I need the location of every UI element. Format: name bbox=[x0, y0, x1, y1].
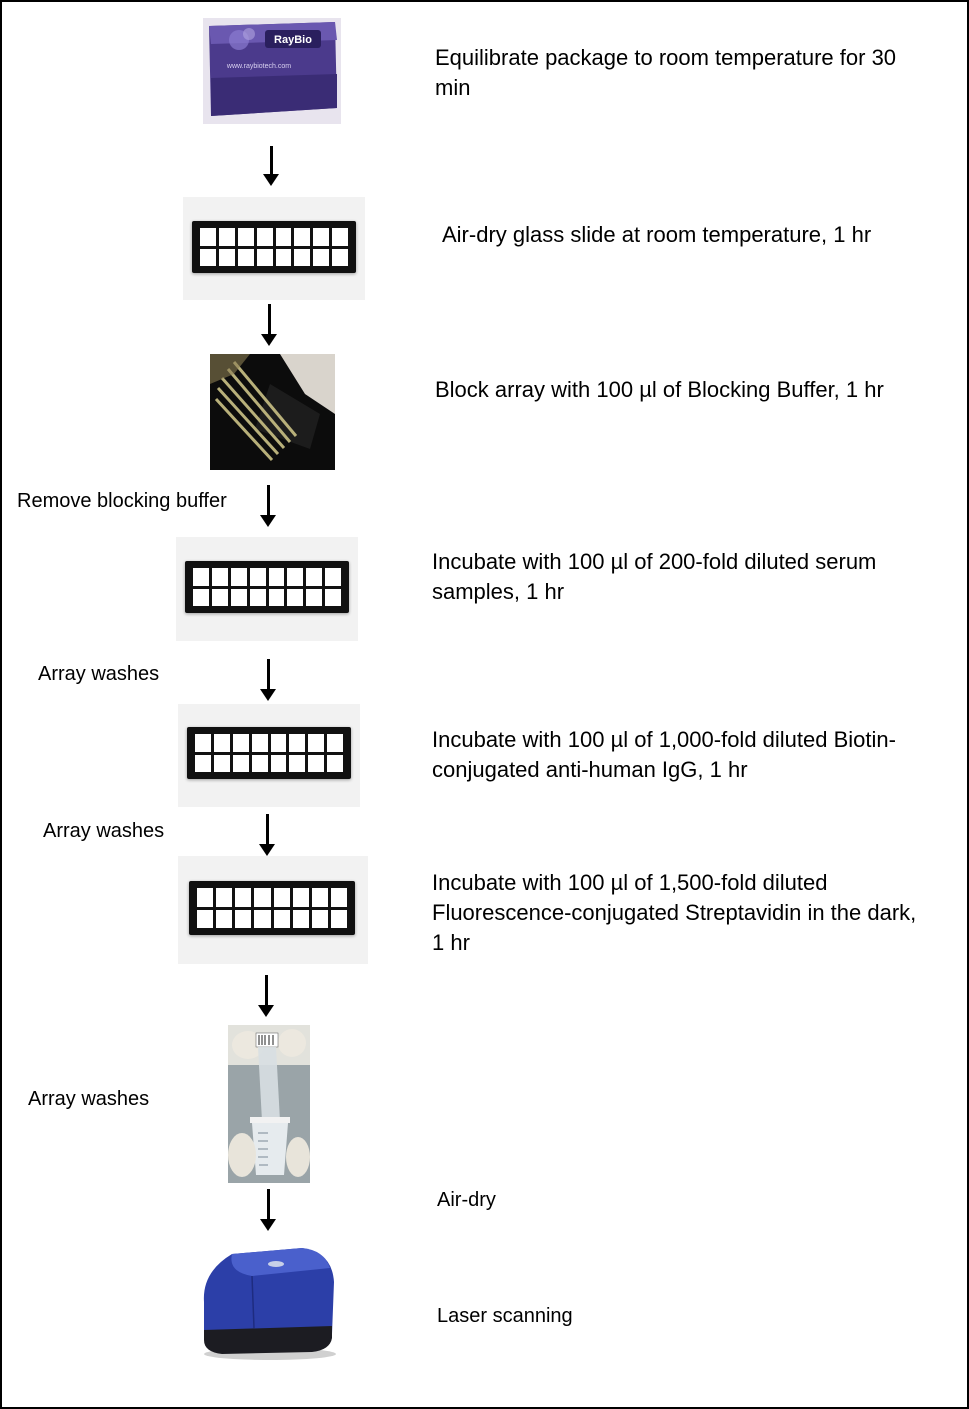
wash-tube-photo-image bbox=[228, 1025, 310, 1183]
package-brand-text: RayBio bbox=[274, 34, 312, 46]
glass-slide-image bbox=[176, 537, 358, 641]
down-arrow-icon bbox=[261, 304, 277, 346]
transition-remove-blocking-buffer: Remove blocking buffer bbox=[17, 490, 227, 512]
step-incubate-biotin-text: Incubate with 100 µl of 1,000-fold diluted Biotin-conjugated anti-human IgG, 1 hr bbox=[432, 727, 896, 782]
down-arrow-icon bbox=[260, 1189, 276, 1231]
down-arrow-icon bbox=[260, 485, 276, 527]
step-air-dry-text: Air-dry bbox=[437, 1189, 496, 1211]
transition-array-washes: Array washes bbox=[28, 1088, 150, 1110]
step-equilibrate-text: Equilibrate package to room temperature for 30 min bbox=[435, 45, 897, 100]
pipetting-photo-image bbox=[210, 354, 335, 470]
down-arrow-icon bbox=[258, 975, 274, 1017]
step-incubate-streptavidin-text: Incubate with 100 µl of 1,500-fold diluted Fluorescence-conjugated Streptavidin in the dark, 1 hr bbox=[432, 870, 917, 955]
step-laser-scanning-text: Laser scanning bbox=[437, 1305, 573, 1327]
raybio-package-image bbox=[203, 18, 341, 124]
glass-slide-image bbox=[183, 197, 365, 300]
laser-scanner-image bbox=[192, 1242, 342, 1362]
transition-array-washes: Array washes bbox=[43, 820, 165, 842]
step-air-dry-slide-text: Air-dry glass slide at room temperature, 1 hr bbox=[442, 222, 872, 247]
step-incubate-serum-text: Incubate with 100 µl of 200-fold diluted serum samples, 1 hr bbox=[432, 549, 877, 604]
down-arrow-icon bbox=[260, 659, 276, 701]
glass-slide-image bbox=[178, 704, 360, 807]
glass-slide-image bbox=[178, 856, 368, 964]
down-arrow-icon bbox=[259, 814, 275, 856]
transition-array-washes: Array washes bbox=[38, 663, 160, 685]
down-arrow-icon bbox=[263, 146, 279, 186]
package-url-text: www.raybiotech.com bbox=[226, 63, 292, 70]
step-block-array-text: Block array with 100 µl of Blocking Buffer, 1 hr bbox=[435, 377, 884, 402]
